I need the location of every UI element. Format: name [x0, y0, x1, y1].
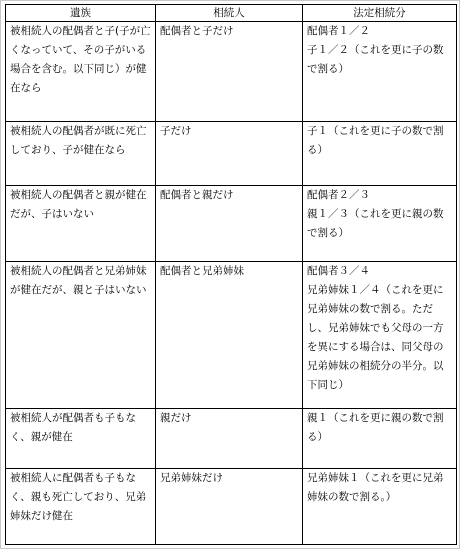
share-line: 兄弟姉妹１／４（これを更に兄弟姉妹の数で割る。ただし、兄弟姉妹でも父母の一方を異にする場合は、同父母の兄弟姉妹の相続分の半分。以下同じ） [307, 284, 444, 392]
share-line: 配偶者１／２ [307, 25, 370, 37]
table-row [6, 121, 457, 186]
table-row [6, 468, 457, 544]
share-line: 子１／２（これを更に子の数で割る） [307, 44, 444, 75]
share-cell [303, 186, 457, 262]
share-cell [303, 468, 457, 544]
family-cell: 被相続人の配偶者と子(子が亡くなっていて、その子がいる場合を含む。以下同じ）が健在なら [6, 22, 156, 122]
family-cell: 被相続人の配偶者が既に死亡しており、子が健在なら [6, 121, 156, 186]
family-cell: 被相続人の配偶者と親が健在だが、子はいない [6, 186, 156, 262]
header-statutory-share: 法定相続分 [303, 5, 457, 22]
table-row [6, 22, 457, 122]
heirs-cell: 子だけ [156, 121, 303, 186]
table-row [6, 262, 457, 409]
family-cell: 被相続人が配偶者も子もなく、親が健在 [6, 409, 156, 469]
share-line: 配偶者２／３ [307, 189, 370, 202]
share-cell [303, 409, 457, 469]
table-row [6, 409, 457, 469]
table-row [6, 186, 457, 262]
share-cell [303, 22, 457, 122]
heirs-cell: 配偶者と子だけ [156, 22, 303, 122]
share-line: 配偶者３／４ [307, 265, 370, 278]
heirs-cell: 配偶者と親だけ [156, 186, 303, 262]
share-line: 親１／３（これを更に親の数で割る） [307, 208, 444, 240]
header-family: 遺族 [6, 5, 156, 22]
inheritance-share-table [5, 4, 457, 545]
heirs-cell: 配偶者と兄弟姉妹 [156, 262, 303, 409]
share-cell [303, 121, 457, 186]
header-heirs: 相続人 [156, 5, 303, 22]
share-line: 親１（これを更に親の数で割る） [307, 412, 444, 444]
heirs-cell: 親だけ [156, 409, 303, 469]
share-line: 子１（これを更に子の数で割る） [307, 124, 444, 156]
family-cell: 被相続人に配偶者も子もなく、親も死亡しており、兄弟姉妹だけ健在 [6, 468, 156, 544]
family-cell: 被相続人の配偶者と兄弟姉妹が健在だが、親と子はいない [6, 262, 156, 409]
heirs-cell: 兄弟姉妹だけ [156, 468, 303, 544]
table-header-row [6, 5, 457, 22]
share-cell [303, 262, 457, 409]
share-line: 兄弟姉妹１（これを更に兄弟姉妹の数で割る。） [307, 471, 444, 503]
